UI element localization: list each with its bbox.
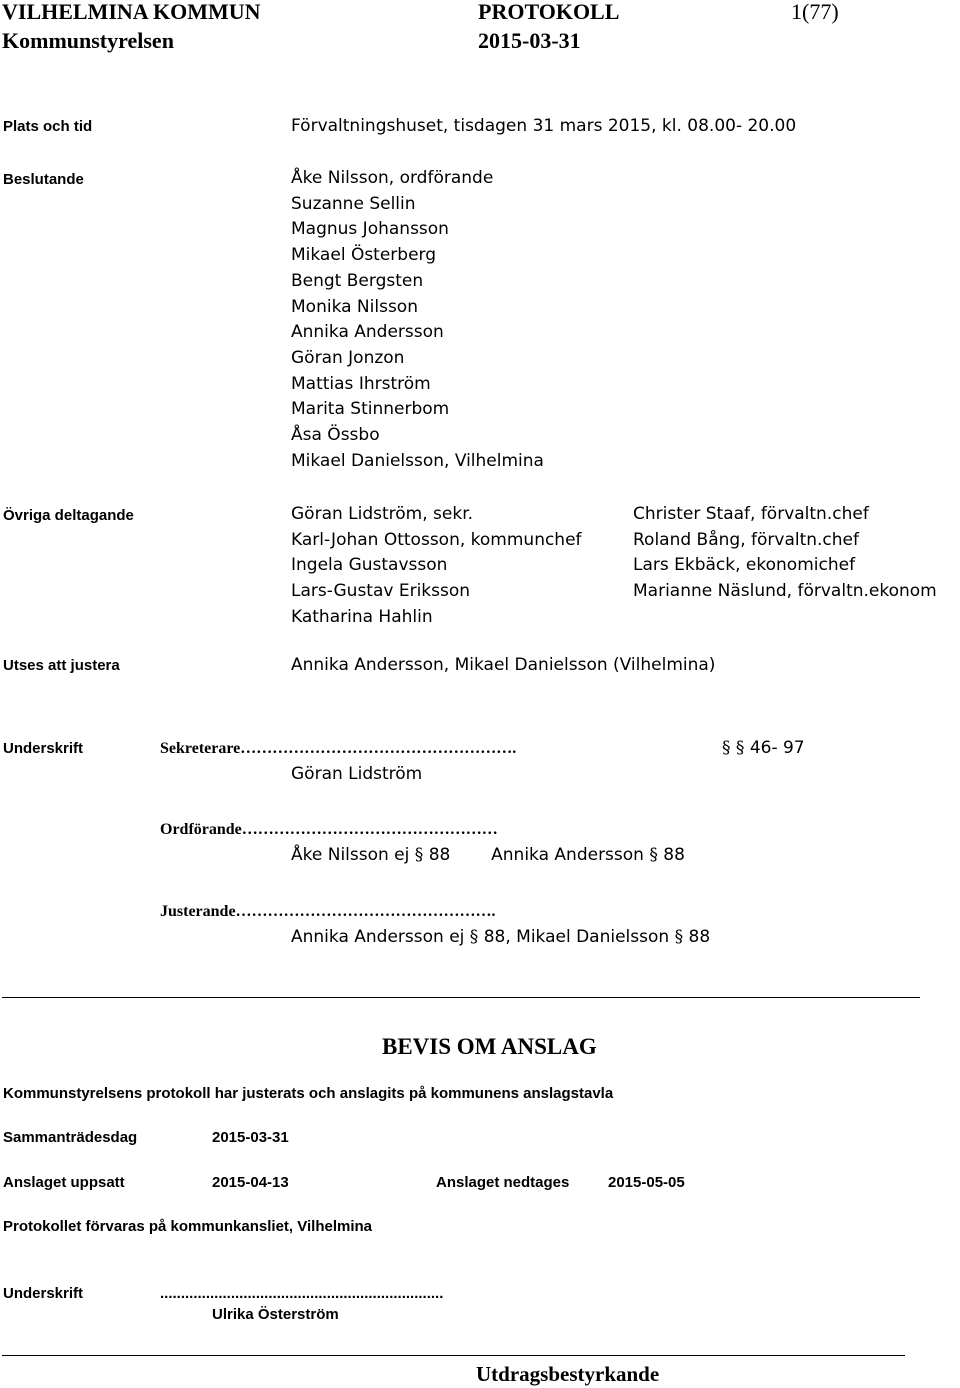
other-participant: Lars Ekbäck, ekonomichef	[633, 555, 856, 576]
deciding-member: Mikael Danielsson, Vilhelmina	[291, 450, 544, 471]
others-right-list	[633, 502, 937, 605]
other-participant: Göran Lidström, sekr.	[291, 504, 474, 524]
section-sign-icon: §	[414, 845, 424, 865]
adjuster-names	[291, 924, 710, 950]
deciding-member: Suzanne Sellin	[291, 193, 416, 214]
meeting-date-label: Sammanträdesdag	[3, 1129, 138, 1146]
section-divider	[2, 997, 920, 998]
board-name: Kommunstyrelsen	[2, 28, 174, 53]
deciding-member: Göran Jonzon	[291, 347, 405, 368]
other-participant: Ingela Gustavsson	[291, 555, 448, 576]
extract-title: Utdragsbestyrkande	[476, 1362, 660, 1386]
place-value: Förvaltningshuset, tisdagen 31 mars 2015, kl. 08.00- 20.00	[291, 116, 797, 136]
deciding-label: Beslutande	[3, 171, 84, 188]
adjuster-label: Justerande………………………………………….	[160, 903, 496, 920]
meeting-date-header: 2015-03-31	[478, 28, 581, 53]
section-sign-icon: §	[649, 845, 658, 865]
adjuster-name: Annika Andersson ej	[291, 927, 465, 947]
section-sign-icon: §	[722, 738, 731, 758]
chair-label: Ordförande…………………………………………	[160, 821, 498, 838]
notice-title: BEVIS OM ANSLAG	[382, 1034, 597, 1059]
other-participant: Katharina Hahlin	[291, 606, 433, 627]
other-participant: Karl-Johan Ottosson, kommunchef	[291, 529, 582, 550]
adjust-label: Utses att justera	[3, 657, 120, 674]
chair-paragraph: 88	[428, 845, 451, 865]
others-label: Övriga deltagande	[3, 507, 134, 524]
removed-date: 2015-05-05	[608, 1174, 685, 1191]
deciding-member: Mikael Österberg	[291, 245, 437, 266]
chair-name: Åke Nilsson ej	[291, 845, 410, 865]
meeting-date-value: 2015-03-31	[212, 1129, 289, 1146]
other-participant: Christer Staaf, förvaltn.chef	[633, 504, 869, 524]
page-number: 1(77)	[791, 0, 839, 24]
secretary-paragraph-range: 46- 97	[749, 738, 805, 758]
removed-label: Anslaget nedtages	[436, 1174, 570, 1191]
storage-note: Protokollet förvaras på kommunkansliet, Vilhelmina	[3, 1218, 373, 1235]
deciding-member: Mattias Ihrström	[291, 373, 431, 394]
municipality-name: VILHELMINA KOMMUN	[2, 0, 261, 24]
adjuster-paragraph: 88	[688, 927, 711, 947]
place-label: Plats och tid	[3, 118, 93, 135]
secretary-name: Göran Lidström	[291, 764, 423, 784]
section-sign-icon: §	[674, 927, 684, 947]
deciding-member: Åke Nilsson, ordförande	[291, 168, 494, 188]
other-participant: Marianne Näslund, förvaltn.ekonom	[633, 581, 937, 602]
deciding-member: Åsa Össbo	[291, 425, 380, 446]
secretary-paragraphs	[722, 735, 805, 761]
other-participant: Lars-Gustav Eriksson	[291, 581, 471, 602]
deciding-member: Annika Andersson	[291, 322, 444, 343]
other-participant: Roland Bång, förvaltn.chef	[633, 529, 859, 550]
adjuster-paragraph: 88,	[483, 927, 511, 947]
notice-signature-label: Underskrift	[3, 1285, 84, 1302]
others-left-list	[291, 502, 582, 631]
adjuster-name: Mikael Danielsson	[516, 927, 670, 947]
notice-statement: Kommunstyrelsens protokoll har justerats och anslagits på kommunens anslagstavla	[3, 1085, 614, 1102]
signature-label: Underskrift	[3, 740, 84, 757]
footer-divider	[2, 1355, 905, 1356]
secretary-label: Sekreterare…………………………………………….	[160, 740, 517, 757]
deciding-list	[291, 166, 544, 474]
section-sign-icon: §	[469, 927, 479, 947]
deciding-member: Bengt Bergsten	[291, 270, 424, 291]
notice-signature-line: ....................................................................	[160, 1285, 444, 1302]
section-sign-icon: §	[735, 738, 745, 758]
posted-date: 2015-04-13	[212, 1174, 289, 1191]
adjust-value: Annika Andersson, Mikael Danielsson (Vilhelmina)	[291, 655, 716, 675]
deciding-member: Magnus Johansson	[291, 219, 449, 240]
posted-label: Anslaget uppsatt	[3, 1174, 125, 1191]
chair-names	[291, 842, 685, 868]
deciding-member: Monika Nilsson	[291, 296, 418, 317]
deciding-member: Marita Stinnerbom	[291, 399, 450, 420]
document-type: PROTOKOLL	[478, 0, 620, 24]
chair-paragraph: 88	[663, 845, 685, 865]
notice-signature-name: Ulrika Österström	[212, 1306, 339, 1323]
chair-name: Annika Andersson	[491, 845, 644, 865]
